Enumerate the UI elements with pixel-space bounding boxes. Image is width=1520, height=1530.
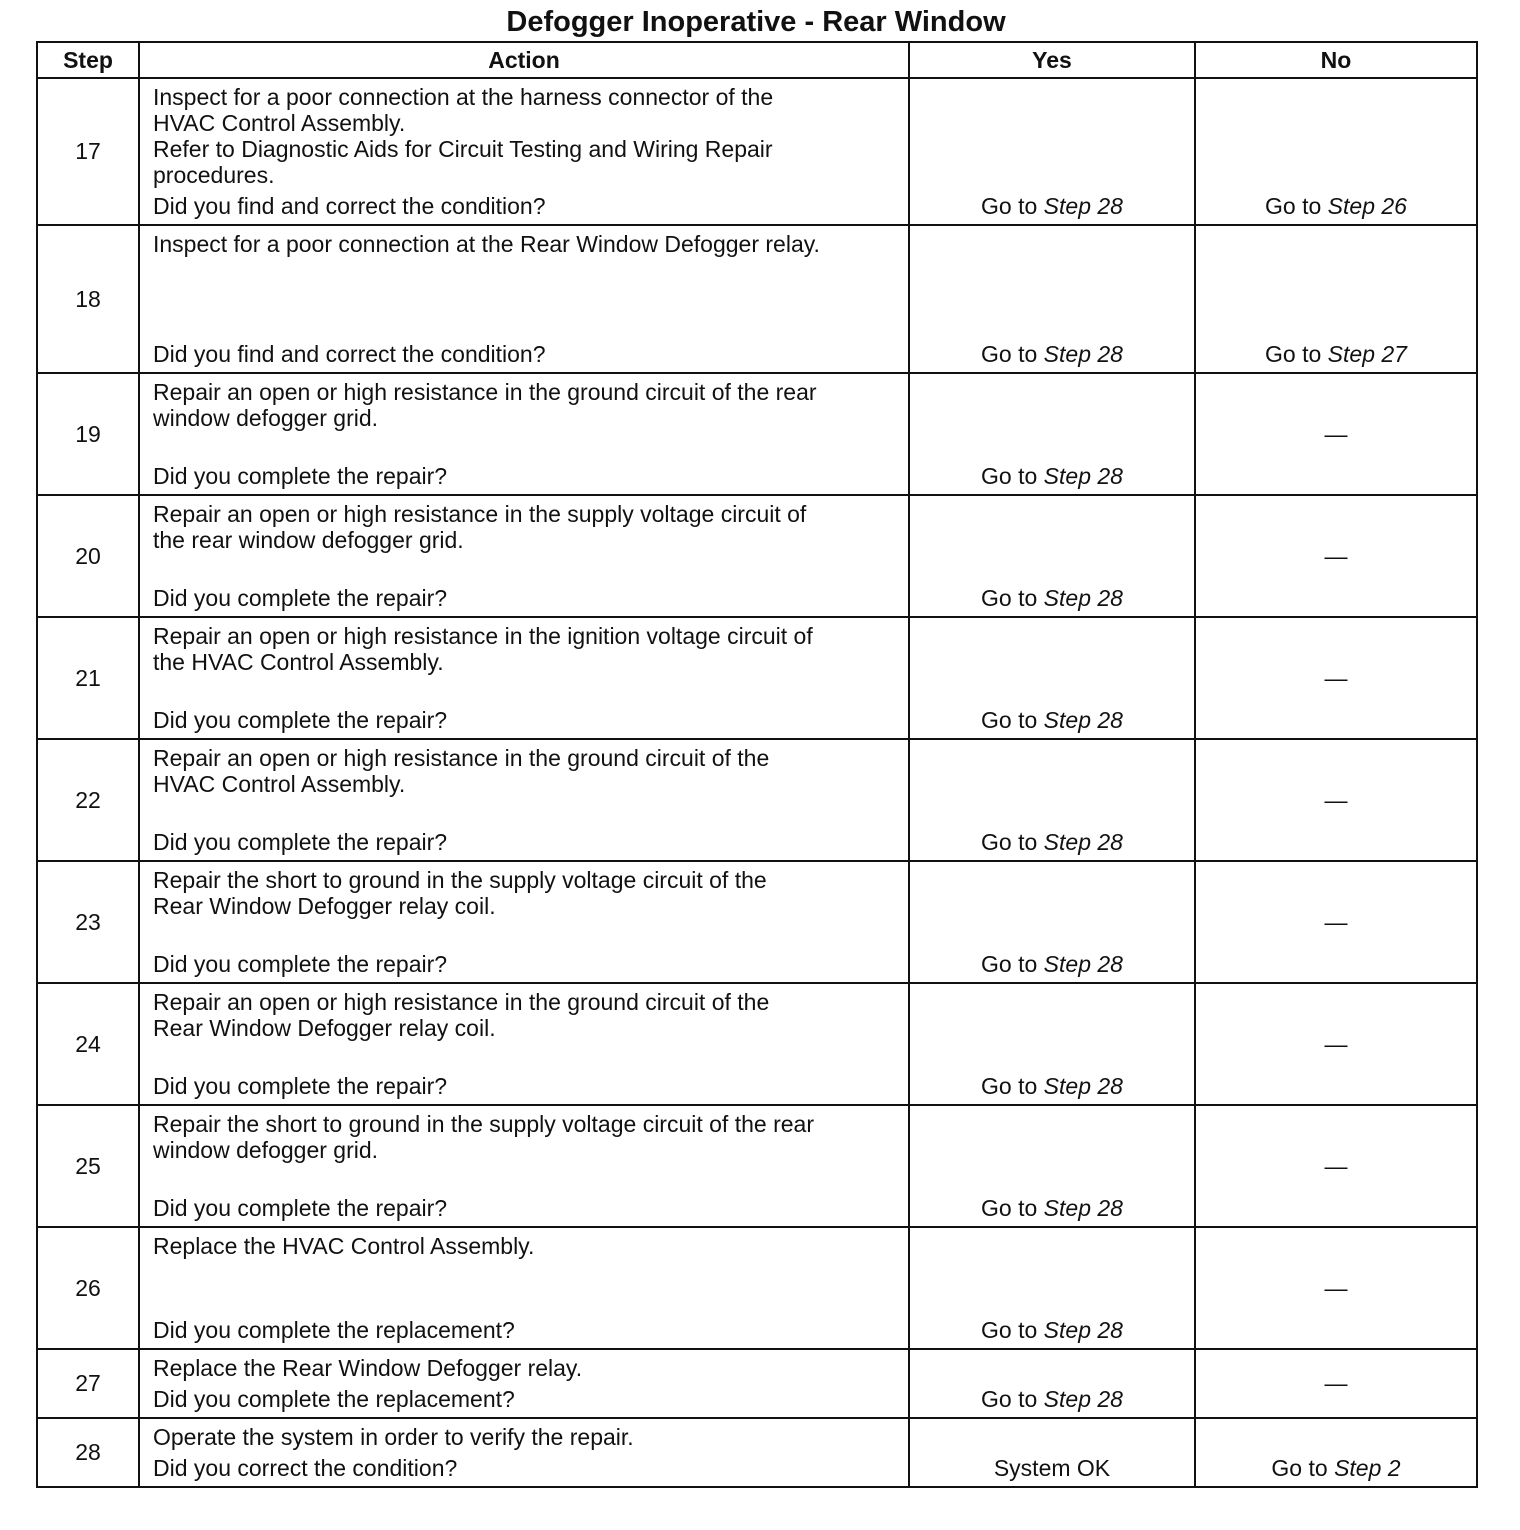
step-number: 27 <box>37 1349 139 1418</box>
action-line: Replace the HVAC Control Assembly. <box>153 1233 535 1259</box>
yes-goto-label: Go to <box>981 585 1038 611</box>
no-dash: — <box>1324 786 1348 813</box>
table-row <box>37 373 1477 495</box>
no-dash: — <box>1324 908 1348 935</box>
yes-result <box>909 225 1195 373</box>
yes-result <box>909 983 1195 1105</box>
step-number: 28 <box>37 1418 139 1487</box>
action-question: Did you find and correct the condition? <box>153 193 546 219</box>
action-instructions <box>140 374 908 431</box>
yes-header: Yes <box>909 42 1195 78</box>
action-cell <box>139 1418 909 1487</box>
yes-goto-label: Go to <box>981 1386 1038 1412</box>
action-cell <box>139 739 909 861</box>
table-row <box>37 1349 1477 1418</box>
action-line: Inspect for a poor connection at the Rear Window Defogger relay. <box>153 231 820 257</box>
no-result <box>1195 78 1477 225</box>
action-line: window defogger grid. <box>153 1137 379 1163</box>
no-result <box>1195 1105 1477 1227</box>
no-result <box>1195 1418 1477 1487</box>
yes-result <box>909 617 1195 739</box>
action-question: Did you complete the repair? <box>153 1195 448 1221</box>
action-header: Action <box>139 42 909 78</box>
action-instructions <box>140 496 908 553</box>
yes-result <box>909 1227 1195 1349</box>
yes-step-ref: Step 28 <box>1043 1386 1123 1412</box>
diagnostic-table <box>36 41 1478 1488</box>
yes-result <box>909 861 1195 983</box>
step-number: 24 <box>37 983 139 1105</box>
yes-goto-label: Go to <box>981 463 1038 489</box>
no-goto-label: Go to <box>1265 341 1322 367</box>
action-line: Repair an open or high resistance in the ground circuit of the <box>153 989 770 1015</box>
table-row <box>37 1418 1477 1487</box>
action-line: Rear Window Defogger relay coil. <box>153 1015 496 1041</box>
action-instructions <box>140 226 908 257</box>
table-row <box>37 739 1477 861</box>
yes-result <box>909 495 1195 617</box>
yes-step-ref: Step 28 <box>1043 193 1123 219</box>
step-number: 22 <box>37 739 139 861</box>
yes-step-ref: Step 28 <box>1043 1317 1123 1343</box>
step-number: 23 <box>37 861 139 983</box>
action-instructions <box>140 862 908 919</box>
action-line: Operate the system in order to verify the repair. <box>153 1424 634 1450</box>
yes-goto-label: Go to <box>981 1195 1038 1221</box>
action-question: Did you complete the replacement? <box>153 1386 515 1412</box>
step-number: 26 <box>37 1227 139 1349</box>
no-step-ref: Step 26 <box>1327 193 1407 219</box>
no-dash: — <box>1324 1152 1348 1179</box>
yes-step-ref: Step 28 <box>1043 585 1123 611</box>
no-dash: — <box>1324 1370 1348 1396</box>
action-line: Replace the Rear Window Defogger relay. <box>153 1355 583 1381</box>
no-result <box>1195 1227 1477 1349</box>
action-question: Did you complete the repair? <box>153 951 448 977</box>
yes-goto-label: Go to <box>981 1317 1038 1343</box>
action-line: HVAC Control Assembly. <box>153 110 406 136</box>
yes-result <box>909 78 1195 225</box>
page-title: Defogger Inoperative - Rear Window <box>506 6 1006 38</box>
no-result <box>1195 495 1477 617</box>
action-cell <box>139 78 909 225</box>
yes-step-ref: Step 28 <box>1043 1073 1123 1099</box>
step-number: 18 <box>37 225 139 373</box>
no-result <box>1195 1349 1477 1418</box>
no-header: No <box>1195 42 1477 78</box>
yes-result <box>909 739 1195 861</box>
no-result <box>1195 617 1477 739</box>
action-line: the rear window defogger grid. <box>153 527 464 553</box>
action-cell <box>139 225 909 373</box>
table-body <box>37 78 1477 1487</box>
yes-step-ref: Step 28 <box>1043 707 1123 733</box>
yes-result <box>909 1418 1195 1487</box>
no-goto-label: Go to <box>1271 1455 1328 1481</box>
yes-step-ref: Step 28 <box>1043 341 1123 367</box>
no-dash: — <box>1324 664 1348 691</box>
action-cell <box>139 983 909 1105</box>
yes-goto-label: Go to <box>981 707 1038 733</box>
action-question: Did you complete the repair? <box>153 707 448 733</box>
action-instructions <box>140 618 908 675</box>
yes-goto-label: Go to <box>981 1073 1038 1099</box>
no-goto-label: Go to <box>1265 193 1322 219</box>
yes-goto-label: Go to <box>981 193 1038 219</box>
step-number: 19 <box>37 373 139 495</box>
action-line: procedures. <box>153 162 275 188</box>
yes-step-ref: Step 28 <box>1043 463 1123 489</box>
action-line: Repair the short to ground in the supply voltage circuit of the rear <box>153 1111 814 1137</box>
no-result <box>1195 861 1477 983</box>
action-cell <box>139 1227 909 1349</box>
action-instructions <box>140 984 908 1041</box>
action-instructions <box>140 79 908 188</box>
no-step-ref: Step 27 <box>1327 341 1407 367</box>
yes-result <box>909 1105 1195 1227</box>
action-cell <box>139 495 909 617</box>
yes-step-ref: Step 28 <box>1043 1195 1123 1221</box>
action-line: Repair an open or high resistance in the ignition voltage circuit of <box>153 623 813 649</box>
step-header: Step <box>37 42 139 78</box>
action-instructions <box>140 740 908 797</box>
yes-goto-label: Go to <box>981 951 1038 977</box>
action-line: Repair an open or high resistance in the ground circuit of the <box>153 745 770 771</box>
table-row <box>37 225 1477 373</box>
table-row <box>37 983 1477 1105</box>
yes-text: System OK <box>993 1455 1111 1481</box>
no-result <box>1195 225 1477 373</box>
action-instructions <box>140 1106 908 1163</box>
no-step-ref: Step 2 <box>1334 1455 1401 1481</box>
yes-goto-label: Go to <box>981 829 1038 855</box>
table-row <box>37 78 1477 225</box>
table-row <box>37 617 1477 739</box>
action-line: Repair the short to ground in the supply voltage circuit of the <box>153 867 767 893</box>
action-question: Did you complete the repair? <box>153 463 448 489</box>
action-line: Rear Window Defogger relay coil. <box>153 893 496 919</box>
yes-step-ref: Step 28 <box>1043 829 1123 855</box>
action-instructions <box>140 1350 908 1381</box>
action-cell <box>139 373 909 495</box>
no-result <box>1195 739 1477 861</box>
table-row <box>37 861 1477 983</box>
table-row <box>37 1227 1477 1349</box>
action-question: Did you complete the repair? <box>153 1073 448 1099</box>
yes-step-ref: Step 28 <box>1043 951 1123 977</box>
action-question: Did you complete the repair? <box>153 829 448 855</box>
step-number: 25 <box>37 1105 139 1227</box>
no-result <box>1195 983 1477 1105</box>
action-question: Did you find and correct the condition? <box>153 341 546 367</box>
action-question: Did you complete the repair? <box>153 585 448 611</box>
yes-result <box>909 1349 1195 1418</box>
step-number: 20 <box>37 495 139 617</box>
action-line: Inspect for a poor connection at the harness connector of the <box>153 84 774 110</box>
step-number: 21 <box>37 617 139 739</box>
table-row <box>37 495 1477 617</box>
header-row <box>37 42 1477 78</box>
table-row <box>37 1105 1477 1227</box>
action-line: Repair an open or high resistance in the ground circuit of the rear <box>153 379 817 405</box>
step-number: 17 <box>37 78 139 225</box>
yes-goto-label: Go to <box>981 341 1038 367</box>
no-result <box>1195 373 1477 495</box>
no-dash: — <box>1324 1030 1348 1057</box>
action-cell <box>139 1349 909 1418</box>
action-line: the HVAC Control Assembly. <box>153 649 444 675</box>
no-dash: — <box>1324 1274 1348 1301</box>
action-line: window defogger grid. <box>153 405 379 431</box>
action-cell <box>139 617 909 739</box>
action-instructions <box>140 1419 908 1450</box>
action-instructions <box>140 1228 908 1259</box>
action-line: HVAC Control Assembly. <box>153 771 406 797</box>
yes-result <box>909 373 1195 495</box>
no-dash: — <box>1324 420 1348 447</box>
action-line: Repair an open or high resistance in the supply voltage circuit of <box>153 501 807 527</box>
action-question: Did you complete the replacement? <box>153 1317 515 1343</box>
no-dash: — <box>1324 542 1348 569</box>
action-cell <box>139 1105 909 1227</box>
action-line: Refer to Diagnostic Aids for Circuit Testing and Wiring Repair <box>153 136 773 162</box>
action-cell <box>139 861 909 983</box>
action-question: Did you correct the condition? <box>153 1455 458 1481</box>
